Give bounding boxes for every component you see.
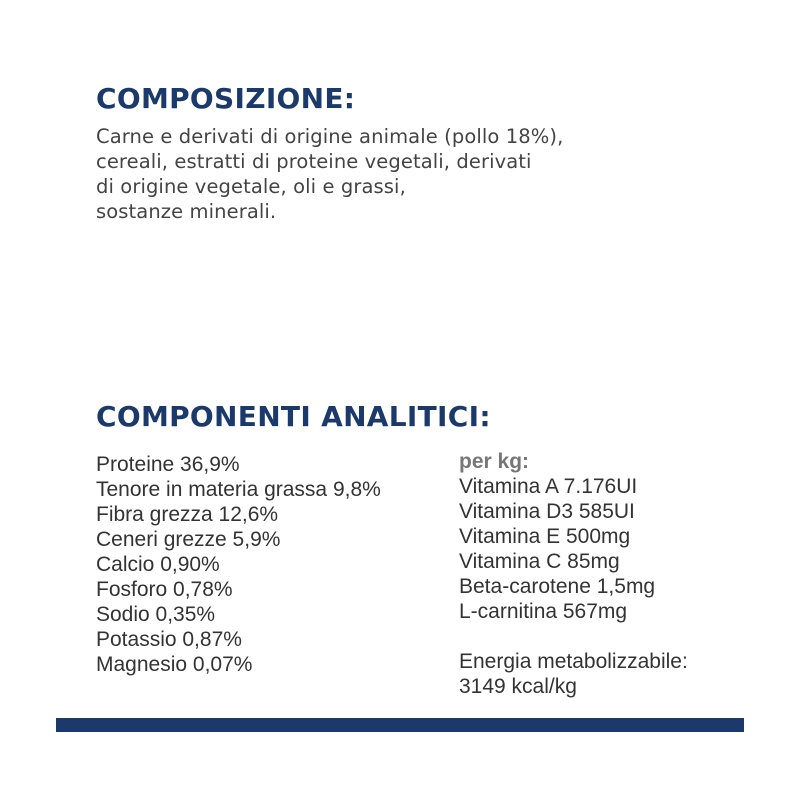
per-kg-label: per kg: xyxy=(459,450,530,473)
energy-label: Energia metabolizzabile: xyxy=(459,650,688,673)
vitamin-item: Vitamina E 500mg xyxy=(459,525,631,548)
vitamin-item: Vitamina D3 585UI xyxy=(459,500,635,523)
composition-heading: COMPOSIZIONE: xyxy=(96,82,356,115)
composition-text xyxy=(96,124,563,224)
nutrient-item: Proteine 36,9% xyxy=(96,453,240,476)
nutrient-item: Magnesio 0,07% xyxy=(96,653,253,676)
vitamin-item: Vitamina A 7.176UI xyxy=(459,475,638,498)
nutrient-item: Fosforo 0,78% xyxy=(96,578,233,601)
vitamin-list xyxy=(459,449,688,699)
nutrient-item: Tenore in materia grassa 9,8% xyxy=(96,478,381,501)
spacer xyxy=(459,624,688,649)
vitamin-item: Vitamina C 85mg xyxy=(459,550,620,573)
analytical-components-heading: COMPONENTI ANALITICI: xyxy=(96,400,491,433)
nutrient-item: Sodio 0,35% xyxy=(96,603,216,626)
nutrient-item: Calcio 0,90% xyxy=(96,553,220,576)
composition-line: di origine vegetale, oli e grassi, xyxy=(96,175,406,198)
energy-value: 3149 kcal/kg xyxy=(459,675,577,698)
vitamin-item: Beta-carotene 1,5mg xyxy=(459,575,656,598)
composition-line: Carne e derivati di origine animale (pollo 18%), xyxy=(96,125,564,148)
composition-line: sostanze minerali. xyxy=(96,200,277,223)
nutrient-list xyxy=(96,452,381,677)
bottom-divider-bar xyxy=(56,718,744,732)
composition-line: cereali, estratti di proteine vegetali, derivati xyxy=(96,150,532,173)
vitamin-item: L-carnitina 567mg xyxy=(459,600,628,623)
nutrient-item: Fibra grezza 12,6% xyxy=(96,503,279,526)
nutrient-item: Potassio 0,87% xyxy=(96,628,242,651)
nutrient-item: Ceneri grezze 5,9% xyxy=(96,528,281,551)
